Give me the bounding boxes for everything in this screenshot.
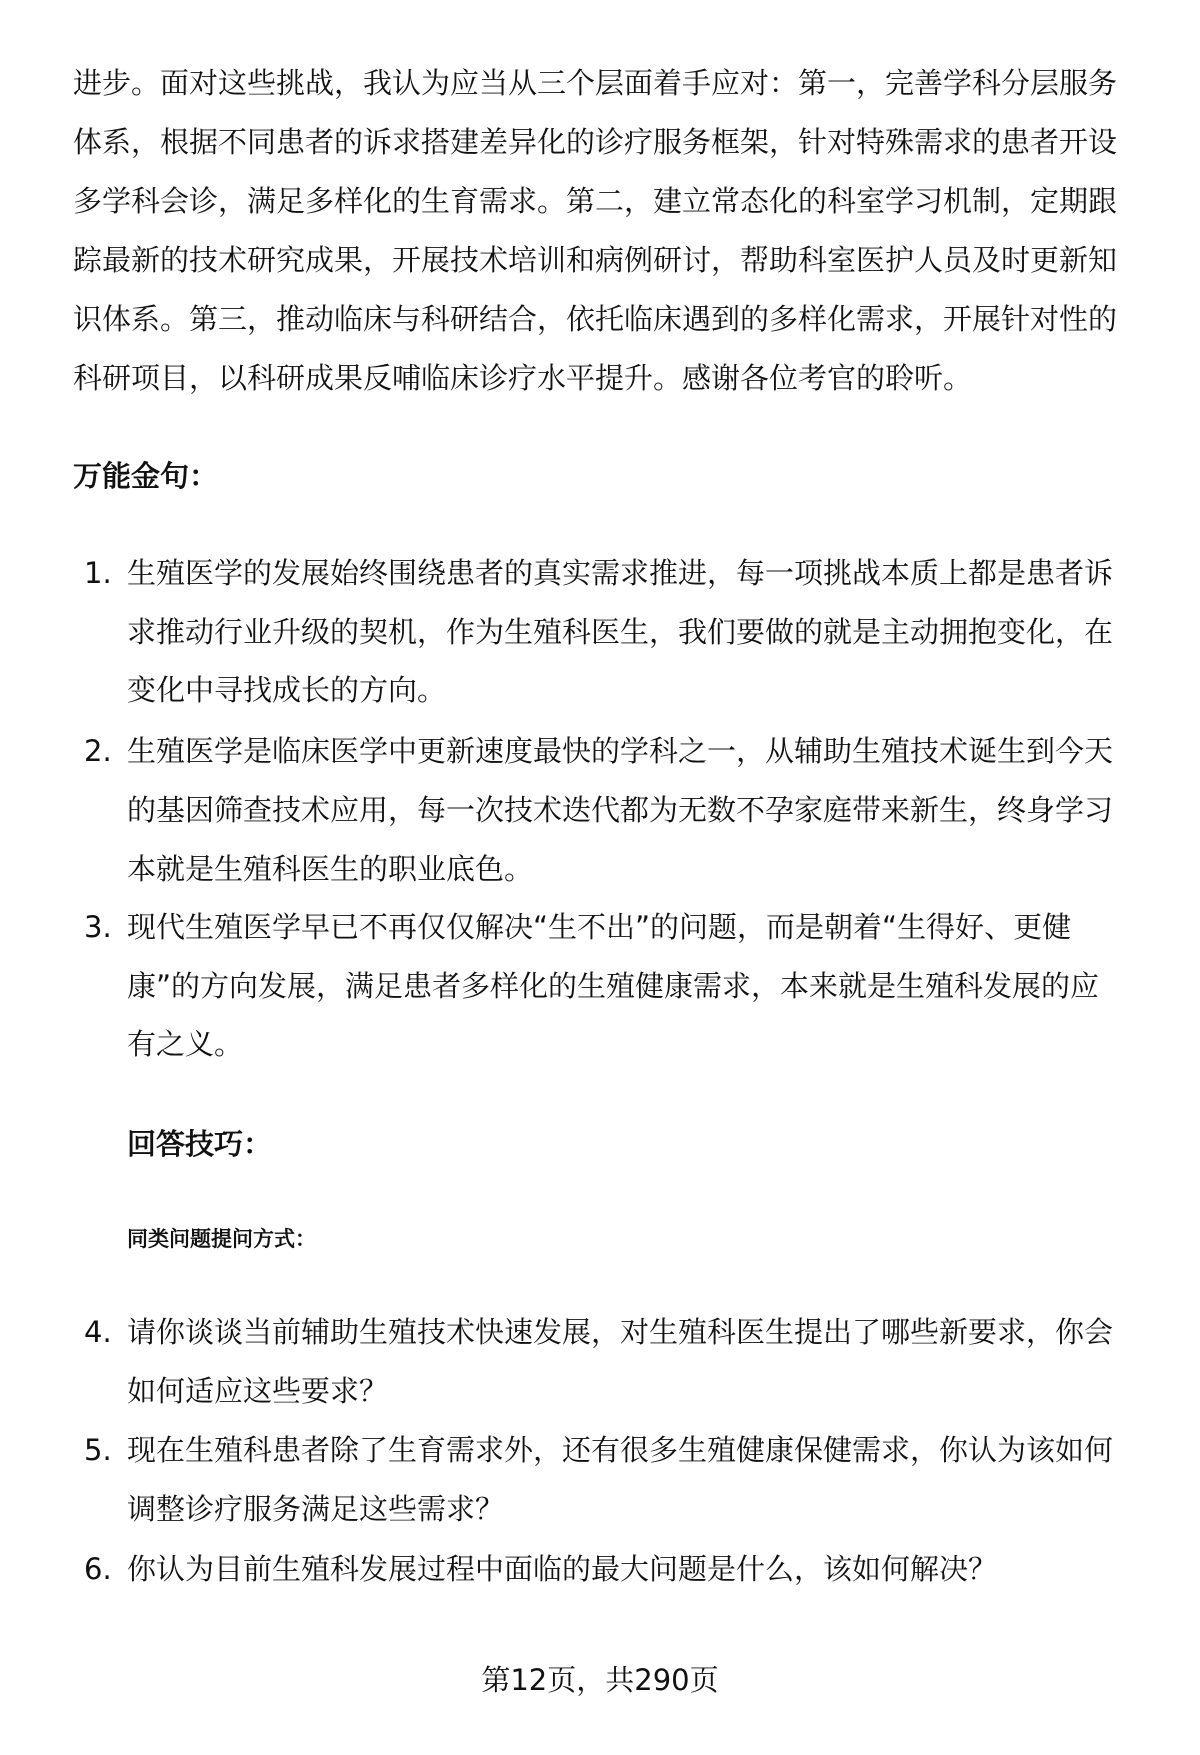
- text-line: 踪最新的技术研究成果，开展技术培训和病例研讨，帮助科室医护人员及时更新知: [73, 243, 1118, 277]
- text-line: 多学科会诊，满足多样化的生育需求。第二，建立常态化的科室学习机制，定期跟: [73, 184, 1118, 218]
- section-heading-answer-tips: 回答技巧：: [127, 1127, 273, 1161]
- text-line: 体系，根据不同患者的诉求搭建差异化的诊疗服务框架，针对特殊需求的患者开设: [73, 125, 1118, 159]
- list-item-line: 生殖医学的发展始终围绕患者的真实需求推进，每一项挑战本质上都是患者诉: [127, 556, 1114, 590]
- list-item-line: 现在生殖科患者除了生育需求外，还有很多生殖健康保健需求，你认为该如何: [127, 1433, 1114, 1467]
- list-item-line: 调整诊疗服务满足这些需求？: [127, 1492, 505, 1526]
- page-number-footer: 第12页，共290页: [481, 1663, 719, 1697]
- list-number: 2.: [84, 734, 112, 768]
- subheading-similar-questions: 同类问题提问方式：: [127, 1227, 316, 1251]
- list-number: 3.: [84, 910, 112, 944]
- text-line: 进步。面对这些挑战，我认为应当从三个层面着手应对：第一，完善学科分层服务: [73, 66, 1118, 100]
- list-number: 5.: [84, 1433, 112, 1467]
- list-item-line: 生殖医学是临床医学中更新速度最快的学科之一，从辅助生殖技术诞生到今天: [127, 734, 1114, 768]
- list-item-line: 本就是生殖科医生的职业底色。: [127, 852, 534, 886]
- list-item-line: 请你谈谈当前辅助生殖技术快速发展，对生殖科医生提出了哪些新要求，你会: [127, 1315, 1114, 1349]
- list-item-line: 如何适应这些要求？: [127, 1374, 389, 1408]
- list-item-line: 变化中寻找成长的方向。: [127, 673, 447, 707]
- list-item-line: 求推动行业升级的契机，作为生殖科医生，我们要做的就是主动拥抱变化，在: [127, 615, 1114, 649]
- list-number: 1.: [84, 556, 112, 590]
- list-item-line: 康”的方向发展，满足患者多样化的生殖健康需求，本来就是生殖科发展的应: [127, 969, 1100, 1003]
- text-line: 科研项目，以科研成果反哺临床诊疗水平提升。感谢各位考官的聆听。: [73, 361, 973, 395]
- list-item-line: 有之义。: [127, 1027, 244, 1061]
- section-heading-golden-sentences: 万能金句：: [73, 459, 219, 493]
- text-line: 识体系。第三，推动临床与科研结合，依托临床遇到的多样化需求，开展针对性的: [73, 302, 1118, 336]
- list-item-line: 的基因筛查技术应用，每一次技术迭代都为无数不孕家庭带来新生，终身学习: [127, 793, 1114, 827]
- list-item-line: 你认为目前生殖科发展过程中面临的最大问题是什么，该如何解决？: [127, 1552, 998, 1586]
- list-number: 6.: [84, 1552, 112, 1586]
- list-number: 4.: [84, 1315, 112, 1349]
- list-item-line: 现代生殖医学早已不再仅仅解决“生不出”的问题，而是朝着“生得好、更健: [127, 910, 1072, 944]
